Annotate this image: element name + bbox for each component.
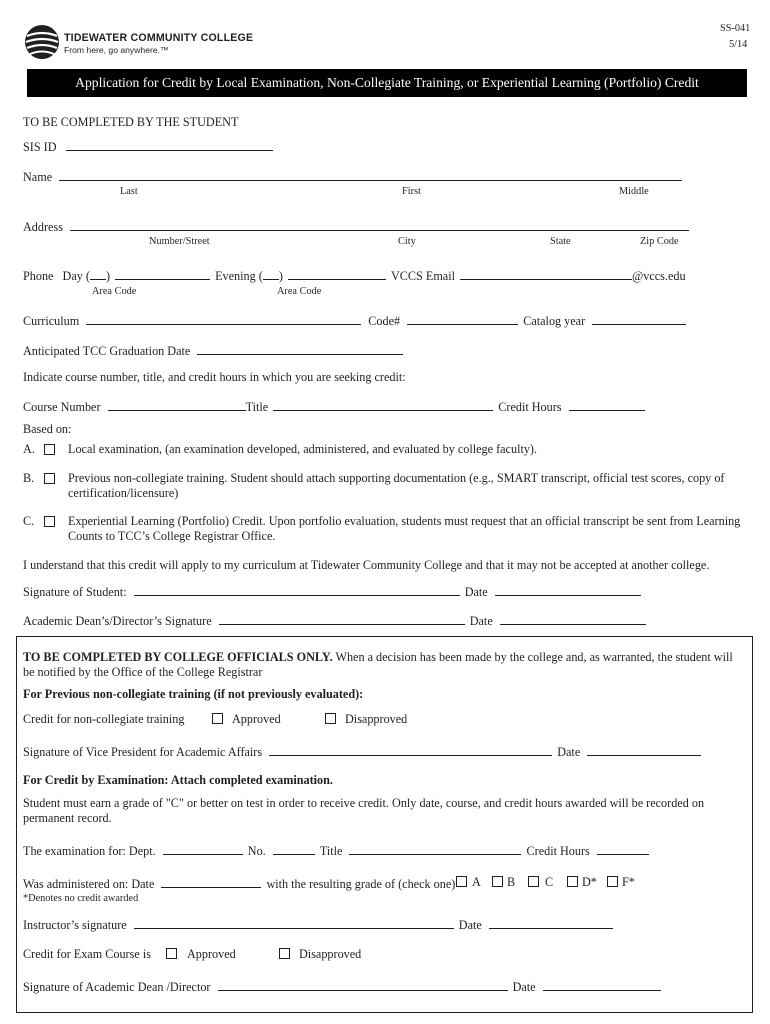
- no-credit-note: *Denotes no credit awarded: [23, 893, 139, 904]
- academic-dean-signature-field[interactable]: [218, 978, 508, 991]
- form-title: Application for Credit by Local Examination, Non-Collegiate Training, or Experiential Learning (Portfolio) Credit: [27, 69, 747, 97]
- option-b-text-2: certification/licensure): [68, 486, 179, 500]
- graduation-row: [23, 342, 403, 359]
- phone-label: Phone: [23, 269, 54, 283]
- noncollegiate-credit-label: Credit for non-collegiate training: [23, 712, 185, 726]
- address-field[interactable]: [70, 218, 689, 231]
- student-heading: TO BE COMPLETED BY THE STUDENT: [23, 115, 239, 129]
- option-a-text: Local examination, (an examination developed, administered, and evaluated by college faculty).: [68, 442, 538, 456]
- student-date-label: Date: [464, 585, 488, 599]
- dean-date-field[interactable]: [500, 612, 646, 625]
- evening-phone-field[interactable]: [288, 267, 386, 280]
- officials-heading-rest: When a decision has been made by the college and, as warranted, the student will: [335, 650, 733, 664]
- exam-disapproved-label: Disapproved: [299, 947, 362, 961]
- name-first-label: First: [402, 186, 421, 197]
- exam-for-row: [23, 842, 649, 859]
- catalog-year-label: Catalog year: [523, 314, 586, 328]
- grade-note-2: permanent record.: [23, 811, 112, 825]
- dean-signature-row: [23, 612, 646, 629]
- dean-signature-label: Academic Dean’s/Director’s Signature: [23, 614, 212, 628]
- college-name: TIDEWATER COMMUNITY COLLEGE: [64, 32, 254, 44]
- day-area-code-label: Area Code: [92, 286, 137, 297]
- vp-date-field[interactable]: [587, 743, 701, 756]
- address-street-label: Number/Street: [149, 236, 210, 247]
- evening-area-code-field[interactable]: [263, 267, 279, 280]
- option-c-checkbox[interactable]: [44, 516, 55, 527]
- option-c-text-2: Counts to TCC’s College Registrar Office.: [68, 529, 276, 543]
- catalog-year-field[interactable]: [592, 312, 686, 325]
- noncollegiate-approved-checkbox[interactable]: [212, 713, 223, 724]
- vccs-email-domain: @vccs.edu: [632, 269, 686, 283]
- evening-label: Evening (: [215, 269, 263, 283]
- grade-f-label: F*: [622, 875, 635, 889]
- address-row: [23, 218, 689, 235]
- noncollegiate-disapproved-label: Disapproved: [345, 712, 408, 726]
- noncollegiate-approved-label: Approved: [232, 712, 281, 726]
- logo: [24, 24, 60, 65]
- instructor-signature-field[interactable]: [134, 916, 454, 929]
- sis-id-label: SIS ID: [23, 140, 57, 154]
- address-label: Address: [23, 220, 63, 234]
- grade-a-checkbox[interactable]: [456, 876, 467, 887]
- academic-dean-signature-label: Signature of Academic Dean /Director: [23, 980, 211, 994]
- curriculum-row: [23, 312, 686, 329]
- exam-approved-checkbox[interactable]: [166, 948, 177, 959]
- code-label: Code#: [368, 314, 401, 328]
- option-b-text-1: Previous non-collegiate training. Student should attach supporting documentation (e.g., SMART transcript, official test scores, copy of: [68, 471, 725, 485]
- course-number-field[interactable]: [108, 398, 246, 411]
- course-number-label: Course Number: [23, 400, 101, 414]
- curriculum-field[interactable]: [86, 312, 361, 325]
- administered-row: [23, 875, 455, 892]
- administered-label: Was administered on: Date: [23, 877, 155, 891]
- name-last-label: Last: [120, 186, 138, 197]
- address-state-label: State: [550, 236, 571, 247]
- based-on-label: Based on:: [23, 422, 72, 436]
- option-b-checkbox[interactable]: [44, 473, 55, 484]
- officials-heading-bold: TO BE COMPLETED BY COLLEGE OFFICIALS ONLY.: [23, 650, 333, 664]
- option-c-text-1: Experiential Learning (Portfolio) Credit. Upon portfolio evaluation, students must request that an official transcript be sent from Learning: [68, 514, 741, 528]
- address-zip-label: Zip Code: [640, 236, 679, 247]
- address-city-label: City: [398, 236, 416, 247]
- college-logo-icon: [24, 24, 60, 60]
- exam-dept-label: The examination for: Dept.: [23, 844, 156, 858]
- evening-close-paren: ): [278, 269, 283, 283]
- vp-signature-label: Signature of Vice President for Academic Affairs: [23, 745, 263, 759]
- name-row: [23, 168, 682, 185]
- curriculum-label: Curriculum: [23, 314, 80, 328]
- prev-training-heading: For Previous non-collegiate training (if not previously evaluated):: [23, 687, 364, 701]
- administered-date-field[interactable]: [161, 875, 261, 888]
- academic-dean-date-field[interactable]: [543, 978, 661, 991]
- college-tagline: From here, go anywhere.™: [64, 45, 169, 55]
- grade-c-checkbox[interactable]: [528, 876, 539, 887]
- phone-row: [23, 267, 686, 284]
- dean-signature-field[interactable]: [219, 612, 465, 625]
- exam-no-label: No.: [247, 844, 266, 858]
- day-phone-field[interactable]: [115, 267, 210, 280]
- grade-c-label: C: [545, 875, 554, 889]
- day-close-paren: ): [105, 269, 110, 283]
- grade-a-label: A: [472, 875, 481, 889]
- exam-title-label: Title: [319, 844, 343, 858]
- day-label: Day (: [62, 269, 90, 283]
- grade-d-checkbox[interactable]: [567, 876, 578, 887]
- officials-heading-line-1: [23, 650, 733, 665]
- vp-signature-row: [23, 743, 701, 760]
- option-c-letter: C.: [23, 514, 35, 528]
- form-code: SS-041: [720, 23, 751, 34]
- evening-area-code-label: Area Code: [277, 286, 322, 297]
- instructor-signature-row: [23, 916, 613, 933]
- grade-f-checkbox[interactable]: [607, 876, 618, 887]
- exam-credit-hours-field[interactable]: [597, 842, 649, 855]
- sis-id-field[interactable]: [66, 138, 273, 151]
- exam-heading: For Credit by Examination: Attach completed examination.: [23, 773, 333, 787]
- grade-b-checkbox[interactable]: [492, 876, 503, 887]
- exam-title-field[interactable]: [349, 842, 521, 855]
- student-signature-row: [23, 583, 641, 600]
- grade-b-label: B: [507, 875, 516, 889]
- resulting-grade-label: with the resulting grade of (check one): [266, 877, 456, 891]
- instructor-date-label: Date: [458, 918, 482, 932]
- vp-date-label: Date: [557, 745, 581, 759]
- understand-text: I understand that this credit will apply to my curriculum at Tidewater Community College and that it may not be accepted at another college.: [23, 558, 710, 572]
- option-b-letter: B.: [23, 471, 35, 485]
- name-label: Name: [23, 170, 53, 184]
- vccs-email-field[interactable]: [460, 267, 632, 280]
- graduation-field[interactable]: [197, 342, 403, 355]
- exam-credit-hours-label: Credit Hours: [526, 844, 590, 858]
- dean-date-label: Date: [469, 614, 493, 628]
- form-date: 5/14: [729, 39, 748, 50]
- student-signature-field[interactable]: [134, 583, 460, 596]
- course-title-field[interactable]: [273, 398, 493, 411]
- option-a-checkbox[interactable]: [44, 444, 55, 455]
- officials-heading-line-2: be notified by the Office of the College Registrar: [23, 665, 263, 679]
- instructor-signature-label: Instructor’s signature: [23, 918, 127, 932]
- option-a-letter: A.: [23, 442, 35, 456]
- credit-hours-label: Credit Hours: [498, 400, 562, 414]
- graduation-label: Anticipated TCC Graduation Date: [23, 344, 191, 358]
- student-date-field[interactable]: [495, 583, 641, 596]
- name-field[interactable]: [59, 168, 682, 181]
- exam-no-field[interactable]: [273, 842, 315, 855]
- exam-approved-label: Approved: [187, 947, 236, 961]
- indicate-text: Indicate course number, title, and credit hours in which you are seeking credit:: [23, 370, 406, 384]
- course-title-label: Title: [245, 400, 269, 414]
- code-field[interactable]: [407, 312, 518, 325]
- grade-d-label: D*: [582, 875, 597, 889]
- student-signature-label: Signature of Student:: [23, 585, 127, 599]
- exam-course-label: Credit for Exam Course is: [23, 947, 151, 961]
- credit-hours-field[interactable]: [569, 398, 645, 411]
- exam-disapproved-checkbox[interactable]: [279, 948, 290, 959]
- course-row: [23, 398, 645, 415]
- academic-dean-signature-row: [23, 978, 661, 995]
- name-middle-label: Middle: [619, 186, 649, 197]
- vccs-email-label: VCCS Email: [390, 269, 455, 283]
- sis-id-row: [23, 138, 273, 155]
- day-area-code-field[interactable]: [90, 267, 106, 280]
- vp-signature-field[interactable]: [269, 743, 552, 756]
- exam-dept-field[interactable]: [163, 842, 243, 855]
- noncollegiate-disapproved-checkbox[interactable]: [325, 713, 336, 724]
- academic-dean-date-label: Date: [512, 980, 536, 994]
- grade-note-1: Student must earn a grade of "C" or better on test in order to receive credit. Only date, course, and credit hours awarded will be recorded on: [23, 796, 705, 810]
- instructor-date-field[interactable]: [489, 916, 613, 929]
